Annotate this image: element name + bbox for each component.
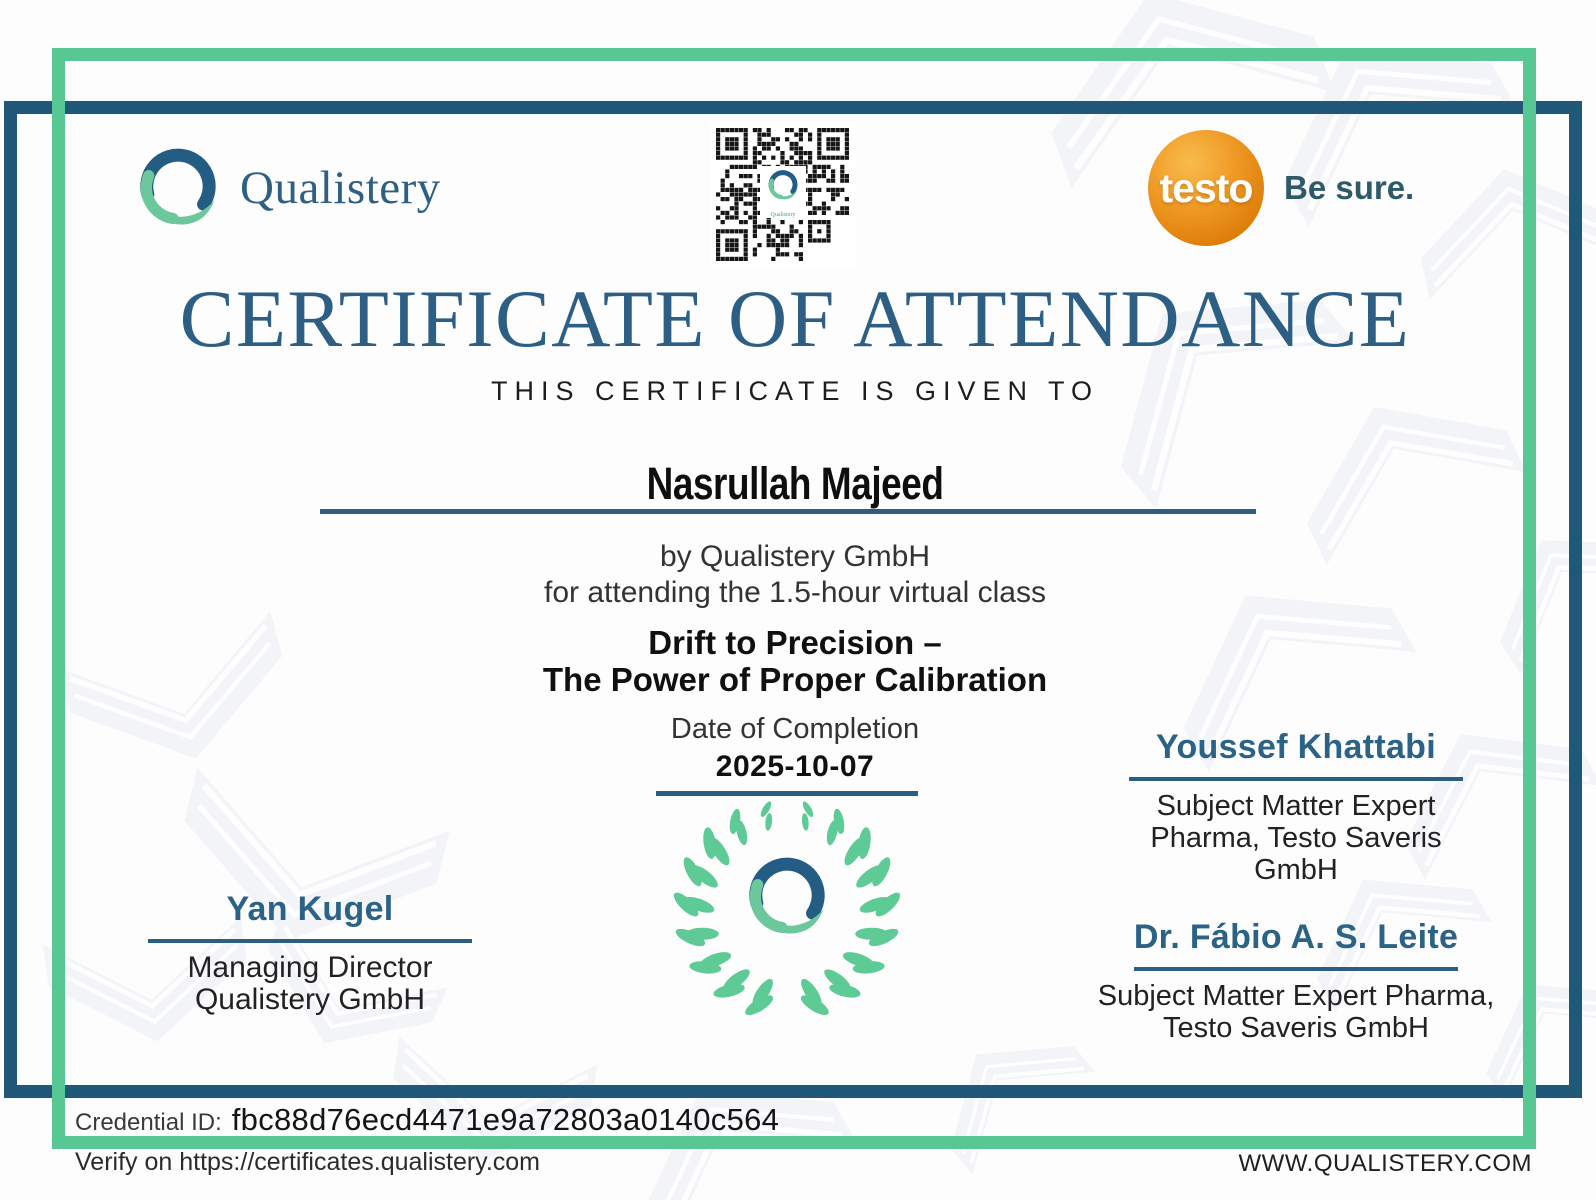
signer-role-line: Qualistery GmbH (194, 983, 426, 1016)
signer-role-line: Pharma, Testo Saveris (1150, 822, 1442, 854)
credential-row (75, 1102, 779, 1138)
course-title-line2: The Power of Proper Calibration (542, 661, 1048, 698)
recipient-name: Nasrullah Majeed (646, 458, 944, 509)
credential-id-value: fbc88d76ecd4471e9a72803a0140c564 (231, 1102, 780, 1137)
qualistery-wordmark: Qualistery (240, 162, 441, 214)
qr-code (710, 122, 856, 268)
testo-ball-icon (1148, 130, 1264, 246)
issuer-lines (60, 539, 1530, 611)
signature-block-fabio-leite (1076, 918, 1516, 1044)
certificate-subtitle: THIS CERTIFICATE IS GIVEN TO (490, 376, 1100, 406)
signer-name: Dr. Fábio A. S. Leite (1133, 918, 1459, 956)
verify-url[interactable]: Verify on https://certificates.qualistery.com (75, 1148, 541, 1176)
issuer-line: by Qualistery GmbH (659, 540, 931, 573)
attendance-line: for attending the 1.5-hour virtual class (544, 576, 1046, 609)
signer-role-line: GmbH (1254, 854, 1338, 886)
website-footer: WWW.QUALISTERY.COM (1238, 1150, 1532, 1177)
signer-role-line: Subject Matter Expert (1156, 790, 1436, 822)
signature-underline (1129, 777, 1463, 781)
signature-underline (148, 939, 472, 943)
signer-role-line: Managing Director (187, 951, 433, 984)
laurel-wreath-icon (672, 796, 902, 1026)
svg-text:Qualistery: Qualistery (770, 212, 796, 218)
testo-tagline: Be sure. (1284, 169, 1415, 206)
signer-name: Youssef Khattabi (1156, 728, 1436, 766)
signature-underline (1134, 967, 1458, 971)
signature-block-yan-kugel (130, 890, 490, 1016)
recipient-name-underline (320, 509, 1256, 514)
date-of-completion-label: Date of Completion (670, 713, 920, 745)
qualistery-logo (126, 143, 441, 247)
course-title (60, 624, 1530, 698)
signer-role-line: Testo Saveris GmbH (1163, 1012, 1429, 1044)
signer-name: Yan Kugel (226, 890, 394, 928)
signer-role-line: Subject Matter Expert Pharma, (1097, 980, 1495, 1012)
certificate-title: CERTIFICATE OF ATTENDANCE (179, 273, 1411, 364)
signature-block-youssef-khattabi (1076, 728, 1516, 886)
course-title-line1: Drift to Precision – (648, 624, 942, 661)
date-of-completion-value: 2025-10-07 (715, 750, 875, 783)
testo-logo (1148, 130, 1414, 246)
wreath-q-icon (755, 864, 823, 933)
credential-id-label: Credential ID: (75, 1109, 222, 1136)
testo-logo-text: testo (1159, 164, 1253, 211)
qualistery-q-icon (126, 143, 230, 247)
